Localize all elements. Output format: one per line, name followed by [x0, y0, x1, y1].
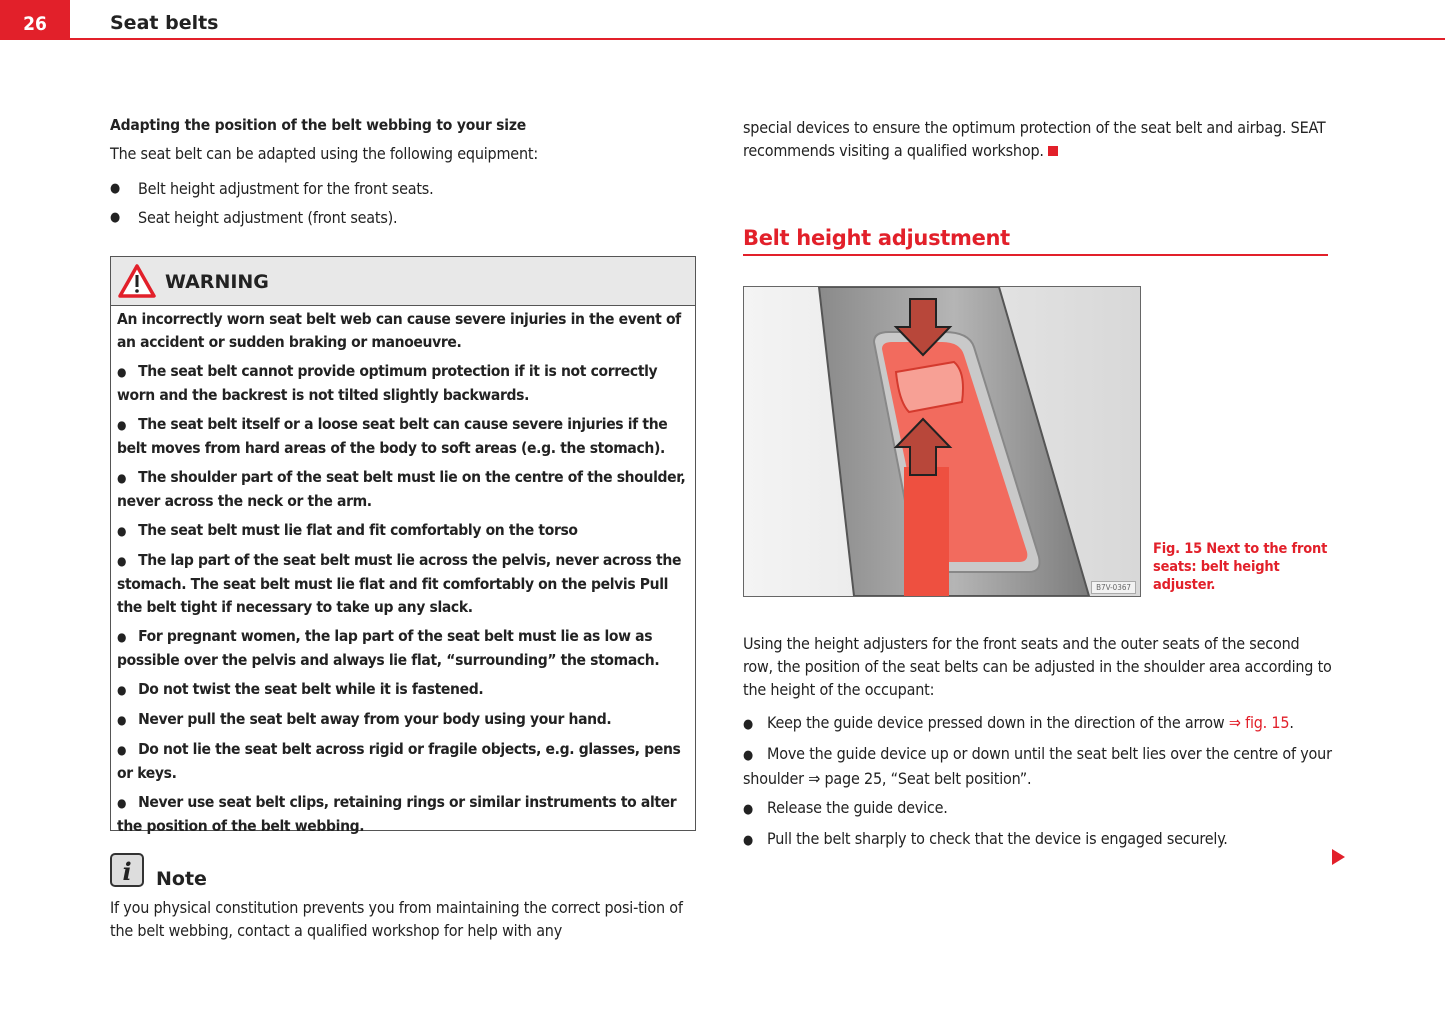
warning-item: ● The seat belt itself or a loose seat belt can cause severe injuries if the belt moves from hard areas of the body to soft areas (e.g. the stomach). — [117, 415, 668, 457]
bullet-icon: ● — [117, 743, 127, 757]
warning-label: WARNING — [165, 271, 269, 293]
warning-item: ● Do not lie the seat belt across rigid or fragile objects, e.g. glasses, pens or keys. — [117, 740, 681, 782]
warning-item: ● The shoulder part of the seat belt must lie on the centre of the shoulder, never across the neck or the arm. — [117, 468, 686, 510]
bullet-icon: ● — [117, 365, 127, 379]
warning-item: ● Never pull the seat belt away from your body using your hand. — [117, 710, 612, 728]
info-icon: i — [110, 853, 144, 887]
warning-intro: An incorrectly worn seat belt web can cause severe injuries in the event of an accident or sudden braking or manoeuvre. — [117, 310, 681, 351]
bullet-icon: ● — [117, 524, 127, 538]
bullet-icon: ● — [117, 713, 127, 727]
warning-item: ● The lap part of the seat belt must lie across the pelvis, never across the stomach. The seat belt must lie flat and fit comfortably on the pelvis Pull the belt tight if necessary to take up any slack. — [117, 551, 682, 616]
belt-adjuster-illustration — [744, 287, 1140, 596]
warning-item: ● For pregnant women, the lap part of the seat belt must lie as low as possible over the pelvis and always lie flat, “surrounding” the stomach. — [117, 627, 660, 669]
warning-triangle-icon — [117, 263, 157, 299]
instructions-intro: Using the height adjusters for the front seats and the outer seats of the second row, the position of the seat belts can be adjusted in the shoulder area according to the height of the occupant: — [743, 634, 1332, 699]
equipment-list — [110, 177, 695, 229]
bullet-icon: ● — [117, 796, 127, 810]
figure-link[interactable]: ⇒ fig. 15 — [1228, 713, 1290, 732]
end-of-section-icon — [1048, 146, 1058, 156]
figure-belt-height-adjuster — [743, 286, 1141, 597]
figure-caption: Fig. 15 Next to the front seats: belt height adjuster. — [1153, 541, 1328, 593]
continue-arrow-icon — [1332, 849, 1345, 865]
bullet-icon: ● — [743, 802, 754, 817]
warning-header — [111, 257, 695, 306]
bullet-icon: ● — [117, 418, 127, 432]
note-text: If you physical constitution prevents you from maintaining the correct posi-tion of the belt webbing, contact a qualified workshop for help with any — [110, 898, 683, 940]
list-item: ● Keep the guide device pressed down in the direction of the arrow ⇒ fig. 15. — [743, 713, 1294, 732]
list-item: ● Belt height adjustment for the front seats. — [110, 177, 695, 200]
warning-item: ● The seat belt must lie flat and fit comfortably on the torso — [117, 521, 578, 539]
warning-body — [111, 306, 695, 838]
warning-box — [110, 256, 696, 835]
page-number: 26 — [0, 0, 70, 40]
bullet-icon: ● — [743, 833, 754, 848]
bullet-icon: ● — [743, 717, 754, 732]
continued-text: special devices to ensure the optimum protection of the seat belt and airbag. SEAT recommends visiting a qualified workshop. — [743, 118, 1326, 160]
bullet-icon: ● — [117, 630, 127, 644]
list-item: ● Pull the belt sharply to check that the device is engaged securely. — [743, 829, 1228, 848]
chapter-title: Seat belts — [110, 12, 219, 34]
warning-item: ● The seat belt cannot provide optimum protection if it is not correctly worn and the backrest is not tilted slightly backwards. — [117, 362, 658, 404]
instructions — [743, 632, 1333, 858]
page-header — [0, 0, 1445, 40]
subheading: Adapting the position of the belt webbing to your size — [110, 116, 527, 134]
list-item: ● Seat height adjustment (front seats). — [110, 206, 695, 229]
warning-item: ● Do not twist the seat belt while it is fastened. — [117, 680, 484, 698]
bullet-icon: ● — [117, 683, 127, 697]
bullet-icon: ● — [117, 554, 127, 568]
list-item: ● Move the guide device up or down until the seat belt lies over the centre of your shoulder ⇒ page 25, “Seat belt position”. — [743, 744, 1332, 788]
section-divider — [743, 254, 1328, 256]
bullet-icon: ● — [743, 748, 754, 763]
note-label: Note — [156, 868, 207, 890]
warning-item: ● Never use seat belt clips, retaining rings or similar instruments to alter the position of the belt webbing. — [117, 793, 677, 835]
steps-list — [743, 711, 1333, 852]
header-divider — [70, 38, 1445, 40]
section-title: Belt height adjustment — [743, 226, 1010, 250]
list-item: ● Release the guide device. — [743, 798, 948, 817]
intro-text: The seat belt can be adapted using the following equipment: — [110, 144, 538, 163]
left-column — [110, 116, 695, 235]
figure-code: B7V-0367 — [1091, 581, 1136, 594]
right-column — [743, 116, 1333, 162]
bullet-icon: ● — [117, 471, 127, 485]
